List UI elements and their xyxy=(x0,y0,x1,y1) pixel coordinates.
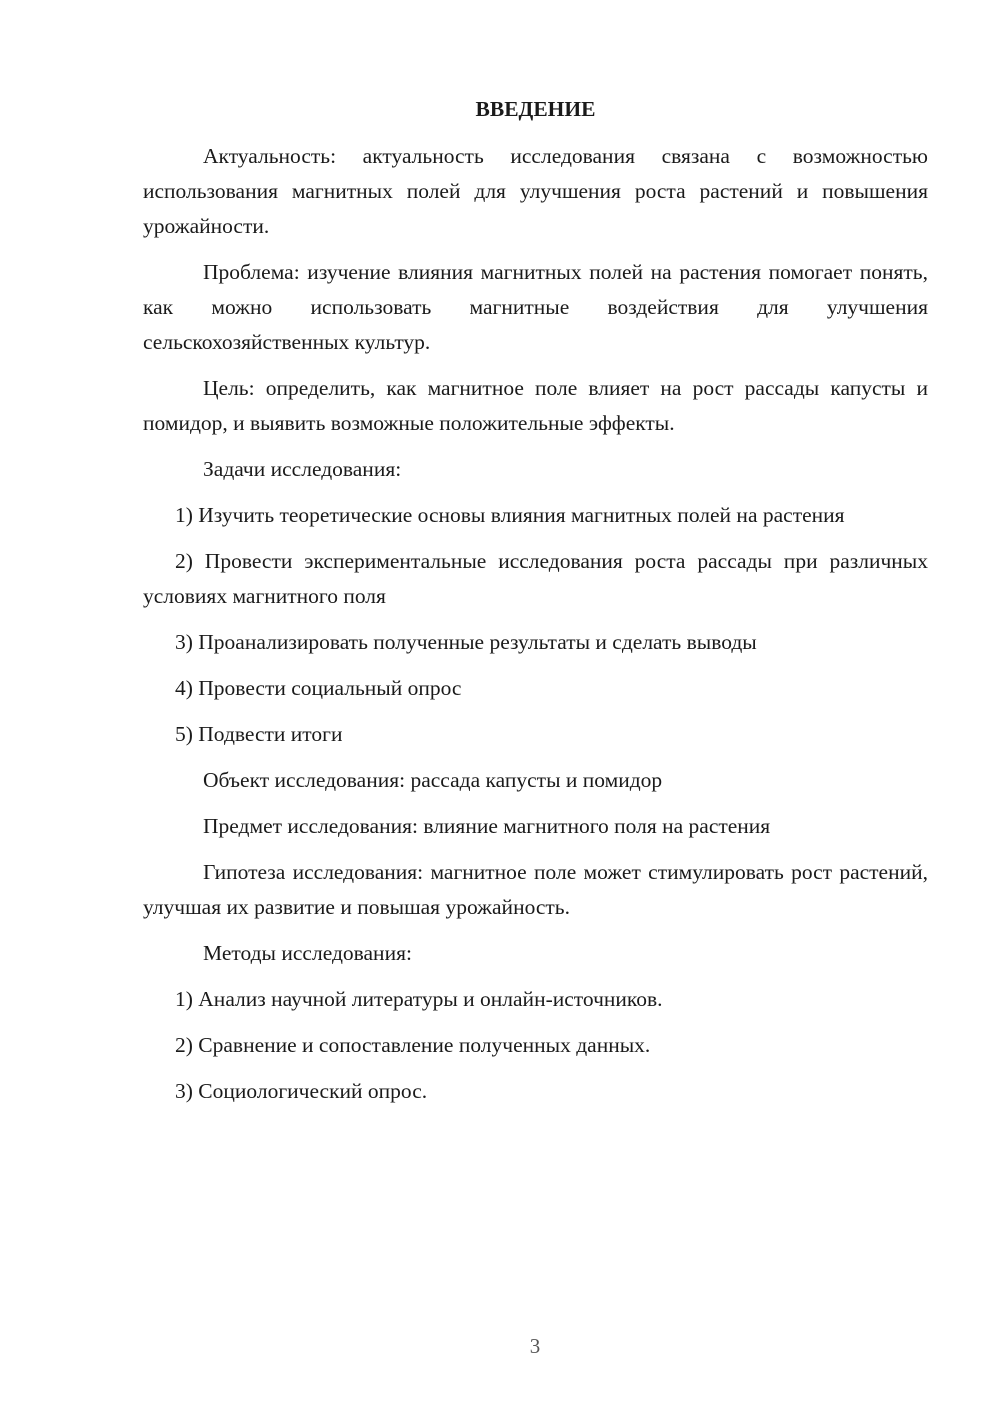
page-title: ВВЕДЕНИЕ xyxy=(475,97,596,121)
task-item-2: 2) Провести экспериментальные исследования роста рассады при различных условиях магнитного поля xyxy=(143,549,928,608)
task-item-4: 4) Провести социальный опрос xyxy=(175,676,462,700)
methods-heading: Методы исследования: xyxy=(203,941,412,965)
page-number: 3 xyxy=(529,1334,541,1358)
task-item-3: 3) Проанализировать полученные результаты и сделать выводы xyxy=(175,630,757,654)
method-item-2: 2) Сравнение и сопоставление полученных данных. xyxy=(175,1033,651,1057)
method-item-1: 1) Анализ научной литературы и онлайн-источников. xyxy=(175,987,663,1011)
research-object-paragraph: Объект исследования: рассада капусты и помидор xyxy=(203,768,663,792)
relevance-paragraph: Актуальность: актуальность исследования связана с возможностью использования магнитных полей для улучшения роста растений и повышения урожайности. xyxy=(143,144,928,238)
research-subject-paragraph: Предмет исследования: влияние магнитного поля на растения xyxy=(203,814,771,838)
task-item-1: 1) Изучить теоретические основы влияния магнитных полей на растения xyxy=(175,503,845,527)
hypothesis-paragraph: Гипотеза исследования: магнитное поле может стимулировать рост растений, улучшая их развитие и повышая урожайность. xyxy=(143,860,928,919)
document-page xyxy=(143,92,928,1120)
goal-paragraph: Цель: определить, как магнитное поле влияет на рост рассады капусты и помидор, и выявить возможные положительные эффекты. xyxy=(143,376,928,435)
task-item-5: 5) Подвести итоги xyxy=(175,722,343,746)
tasks-heading: Задачи исследования: xyxy=(203,457,402,481)
method-item-3: 3) Социологический опрос. xyxy=(175,1079,428,1103)
problem-paragraph: Проблема: изучение влияния магнитных полей на растения помогает понять, как можно использовать магнитные воздействия для улучшения сельскохозяйственных культур. xyxy=(143,260,928,354)
